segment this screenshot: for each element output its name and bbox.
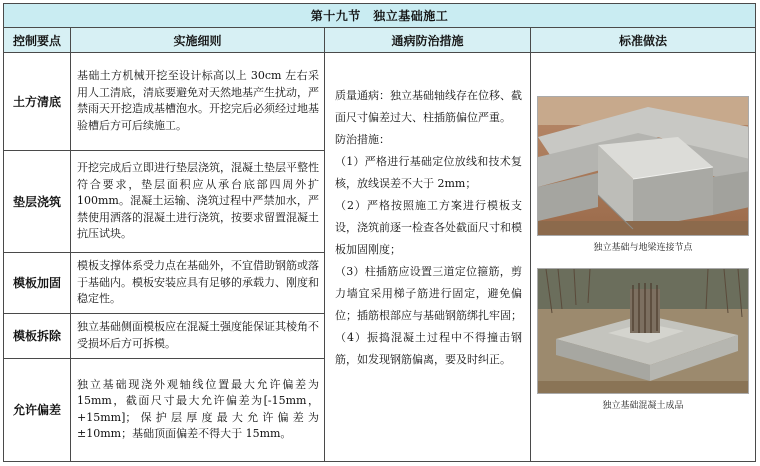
finished-concrete-footing-photo [537, 268, 749, 394]
title-row [4, 4, 756, 28]
photo-caption: 独立基础与地梁连接节点 [593, 242, 693, 253]
photo-block [531, 96, 755, 253]
section-title: 第十九节 独立基础施工 [4, 4, 756, 28]
measure-text: （4）振捣混凝土过程中不得撞击钢筋，如发现钢筋偏离，要及时纠正。 [335, 330, 522, 366]
measure-text: 质量通病：独立基础轴线存在位移、截面尺寸偏差过大、柱插筋偏位严重。 [335, 88, 522, 124]
header-implementation-rules: 实施细则 [71, 28, 325, 52]
row-detail: 模板支撑体系受力点在基础外，不宜借助钢筋或落于基础内。模板安装应具有足够的承载力、刚度和稳定性。 [71, 252, 325, 313]
prevention-measures-cell [325, 52, 531, 461]
header-control-points: 控制要点 [4, 28, 71, 52]
concrete-foundation-beam-photo [537, 96, 749, 236]
measure-text: 防治措施： [335, 132, 390, 146]
row-detail: 开挖完成后立即进行垫层浇筑，混凝土垫层平整性符合要求，垫层面积应从承台底部四周外扩 100mm。混凝土运输、浇筑过程中严禁加水，严禁使用洒落的混凝土进行浇筑，按要求留置混凝土抗压试块。 [71, 150, 325, 252]
row-detail: 基础土方机械开挖至设计标高以上 30cm 左右采用人工清底，清底要避免对天然地基产生扰动，严禁雨天开挖造成基槽泡水。开挖完后必须经过地基验槽后方可后续施工。 [71, 52, 325, 150]
row-key: 模板加固 [4, 252, 71, 313]
header-prevention-measures: 通病防治措施 [325, 28, 531, 52]
table-row [4, 52, 756, 150]
measure-text: （2）严格按照施工方案进行模板支设，浇筑前逐一检查各处截面尺寸和模板加固刚度； [335, 198, 522, 256]
row-key: 垫层浇筑 [4, 150, 71, 252]
header-standard-practice: 标准做法 [531, 28, 756, 52]
construction-standard-table [3, 3, 756, 462]
measure-text: （1）严格进行基础定位放线和技术复核，放线误差不大于 2mm； [335, 154, 522, 190]
standard-practice-photos [531, 52, 756, 461]
measure-text: （3）柱插筋应设置三道定位箍筋，剪力墙宜采用梯子筋进行固定，避免偏位；插筋根部应与基础钢筋绑扎牢固； [335, 264, 522, 322]
row-detail: 独立基础侧面模板应在混凝土强度能保证其棱角不受损坏后方可拆模。 [71, 314, 325, 359]
row-key: 允许偏差 [4, 358, 71, 461]
header-row [4, 28, 756, 52]
row-detail: 独立基础现浇外观轴线位置最大允许偏差为 15mm，截面尺寸最大允许偏差为[-15mm，+15mm]；保护层厚度最大允许偏差为±10mm；基础顶面偏差不得大于 15mm。 [71, 358, 325, 461]
photo-caption: 独立基础混凝土成品 [602, 400, 684, 411]
photo-block [531, 268, 755, 411]
row-key: 土方清底 [4, 52, 71, 150]
row-key: 模板拆除 [4, 314, 71, 359]
